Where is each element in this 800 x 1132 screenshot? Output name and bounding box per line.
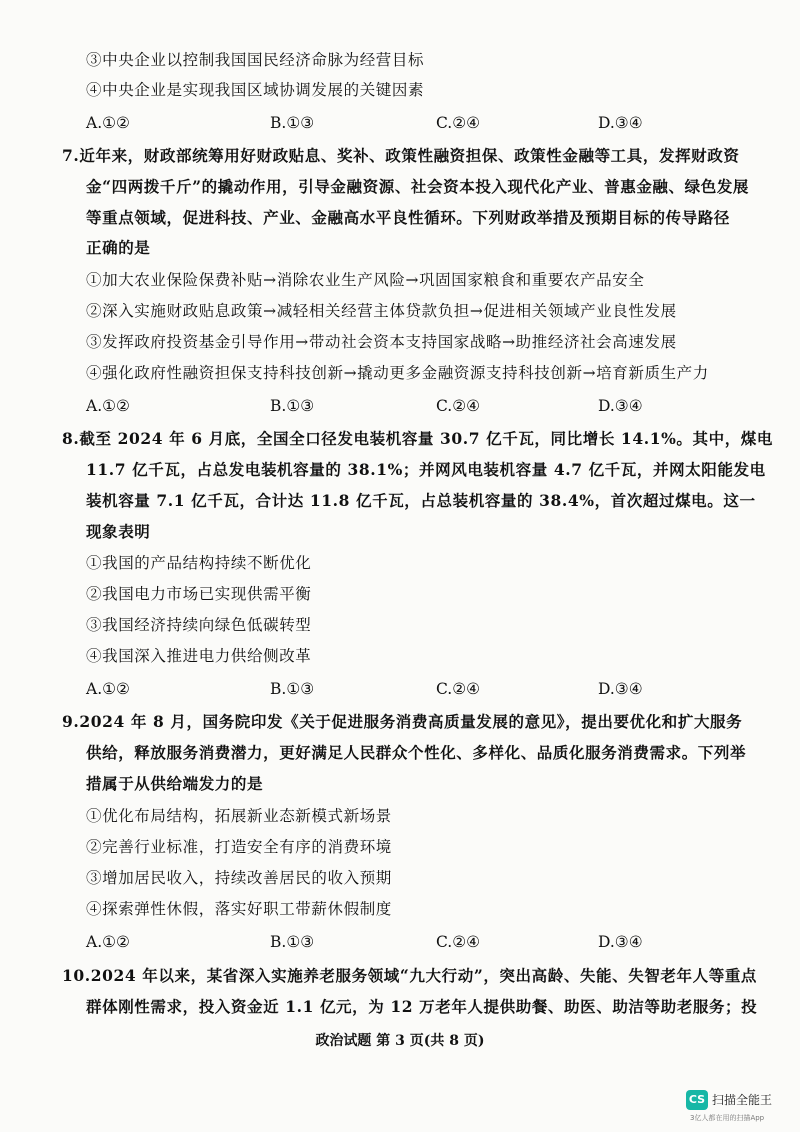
q9-item-3: ③增加居民收入，持续改善居民的收入预期 xyxy=(86,869,392,887)
q9-stem-line-1: 9.2024 年 8 月，国务院印发《关于促进服务消费高质量发展的意见》，提出要优化和扩大服务 xyxy=(62,712,743,731)
page-footer: 政治试题 第 3 页(共 8 页) xyxy=(315,1033,485,1049)
q10-stem-line-2: 群体刚性需求，投入资金近 1.1 亿元，为 12 万老年人提供助餐、助医、助洁等助老服务；投 xyxy=(86,997,758,1016)
q8-stem-line-2: 11.7 亿千瓦，占总发电装机容量的 38.1%；并网风电装机容量 4.7 亿千瓦，并网太阳能发电 xyxy=(86,460,766,479)
q6-item-4: ④中央企业是实现我国区域协调发展的关键因素 xyxy=(86,81,425,99)
q6-item-3: ③中央企业以控制我国国民经济命脉为经营目标 xyxy=(86,51,425,69)
q6-option-c: C.②④ xyxy=(436,114,481,132)
q7-option-d: D.③④ xyxy=(598,397,643,415)
q9-option-b: B.①③ xyxy=(270,933,315,951)
q7-item-4: ④强化政府性融资担保支持科技创新→撬动更多金融资源支持科技创新→培育新质生产力 xyxy=(86,364,709,382)
camscanner-logo-icon: CS xyxy=(686,1090,708,1110)
q7-option-a: A.①② xyxy=(86,397,130,415)
q8-stem-line-1: 8.截至 2024 年 6 月底，全国全口径发电装机容量 30.7 亿千瓦，同比增长 14.1%。其中，煤电 xyxy=(62,429,774,448)
q9-stem-line-3: 措属于从供给端发力的是 xyxy=(86,774,264,793)
q7-stem-line-3: 等重点领域，促进科技、产业、金融高水平良性循环。下列财政举措及预期目标的传导路径 xyxy=(86,208,731,227)
q9-option-a: A.①② xyxy=(86,933,130,951)
q7-options xyxy=(86,396,686,416)
watermark-subtitle: 3亿人都在用的扫描App xyxy=(690,1114,765,1122)
q8-option-a: A.①② xyxy=(86,680,130,698)
q8-stem-line-3: 装机容量 7.1 亿千瓦，合计达 11.8 亿千瓦，占总装机容量的 38.4%，首次超过煤电。这一 xyxy=(86,491,756,510)
q6-option-d: D.③④ xyxy=(598,114,643,132)
q7-stem-line-4: 正确的是 xyxy=(86,238,151,257)
q6-option-a: A.①② xyxy=(86,114,130,132)
q8-options xyxy=(86,679,686,699)
q8-item-4: ④我国深入推进电力供给侧改革 xyxy=(86,647,312,665)
q9-option-d: D.③④ xyxy=(598,933,643,951)
q9-item-1: ①优化布局结构，拓展新业态新模式新场景 xyxy=(86,807,392,825)
watermark-title: 扫描全能王 xyxy=(712,1093,773,1107)
q6-options xyxy=(86,113,686,133)
q8-option-d: D.③④ xyxy=(598,680,643,698)
q9-stem-line-2: 供给，释放服务消费潜力，更好满足人民群众个性化、多样化、品质化服务消费需求。下列举 xyxy=(86,743,747,762)
scanner-watermark xyxy=(686,1088,798,1128)
q7-item-1: ①加大农业保险保费补贴→消除农业生产风险→巩固国家粮食和重要农产品安全 xyxy=(86,271,645,289)
q7-option-c: C.②④ xyxy=(436,397,481,415)
q9-option-c: C.②④ xyxy=(436,933,481,951)
q7-option-b: B.①③ xyxy=(270,397,315,415)
q6-option-b: B.①③ xyxy=(270,114,315,132)
q7-item-3: ③发挥政府投资基金引导作用→带动社会资本支持国家战略→助推经济社会高速发展 xyxy=(86,333,677,351)
q9-item-2: ②完善行业标准，打造安全有序的消费环境 xyxy=(86,838,392,856)
q8-stem-line-4: 现象表明 xyxy=(86,522,151,541)
q7-stem-line-2: 金“四两拨千斤”的撬动作用，引导金融资源、社会资本投入现代化产业、普惠金融、绿色发展 xyxy=(86,177,750,196)
q8-item-3: ③我国经济持续向绿色低碳转型 xyxy=(86,616,312,634)
q8-option-c: C.②④ xyxy=(436,680,481,698)
q7-stem-line-1: 7.近年来，财政部统筹用好财政贴息、奖补、政策性融资担保、政策性金融等工具，发挥财政资 xyxy=(62,146,740,165)
q7-item-2: ②深入实施财政贴息政策→减轻相关经营主体贷款负担→促进相关领域产业良性发展 xyxy=(86,302,677,320)
q10-stem-line-1: 10.2024 年以来，某省深入实施养老服务领域“九大行动”，突出高龄、失能、失智老年人等重点 xyxy=(62,966,758,985)
q9-item-4: ④探索弹性休假，落实好职工带薪休假制度 xyxy=(86,900,392,918)
q8-item-2: ②我国电力市场已实现供需平衡 xyxy=(86,585,312,603)
q9-options xyxy=(86,932,686,952)
q8-item-1: ①我国的产品结构持续不断优化 xyxy=(86,554,312,572)
q8-option-b: B.①③ xyxy=(270,680,315,698)
